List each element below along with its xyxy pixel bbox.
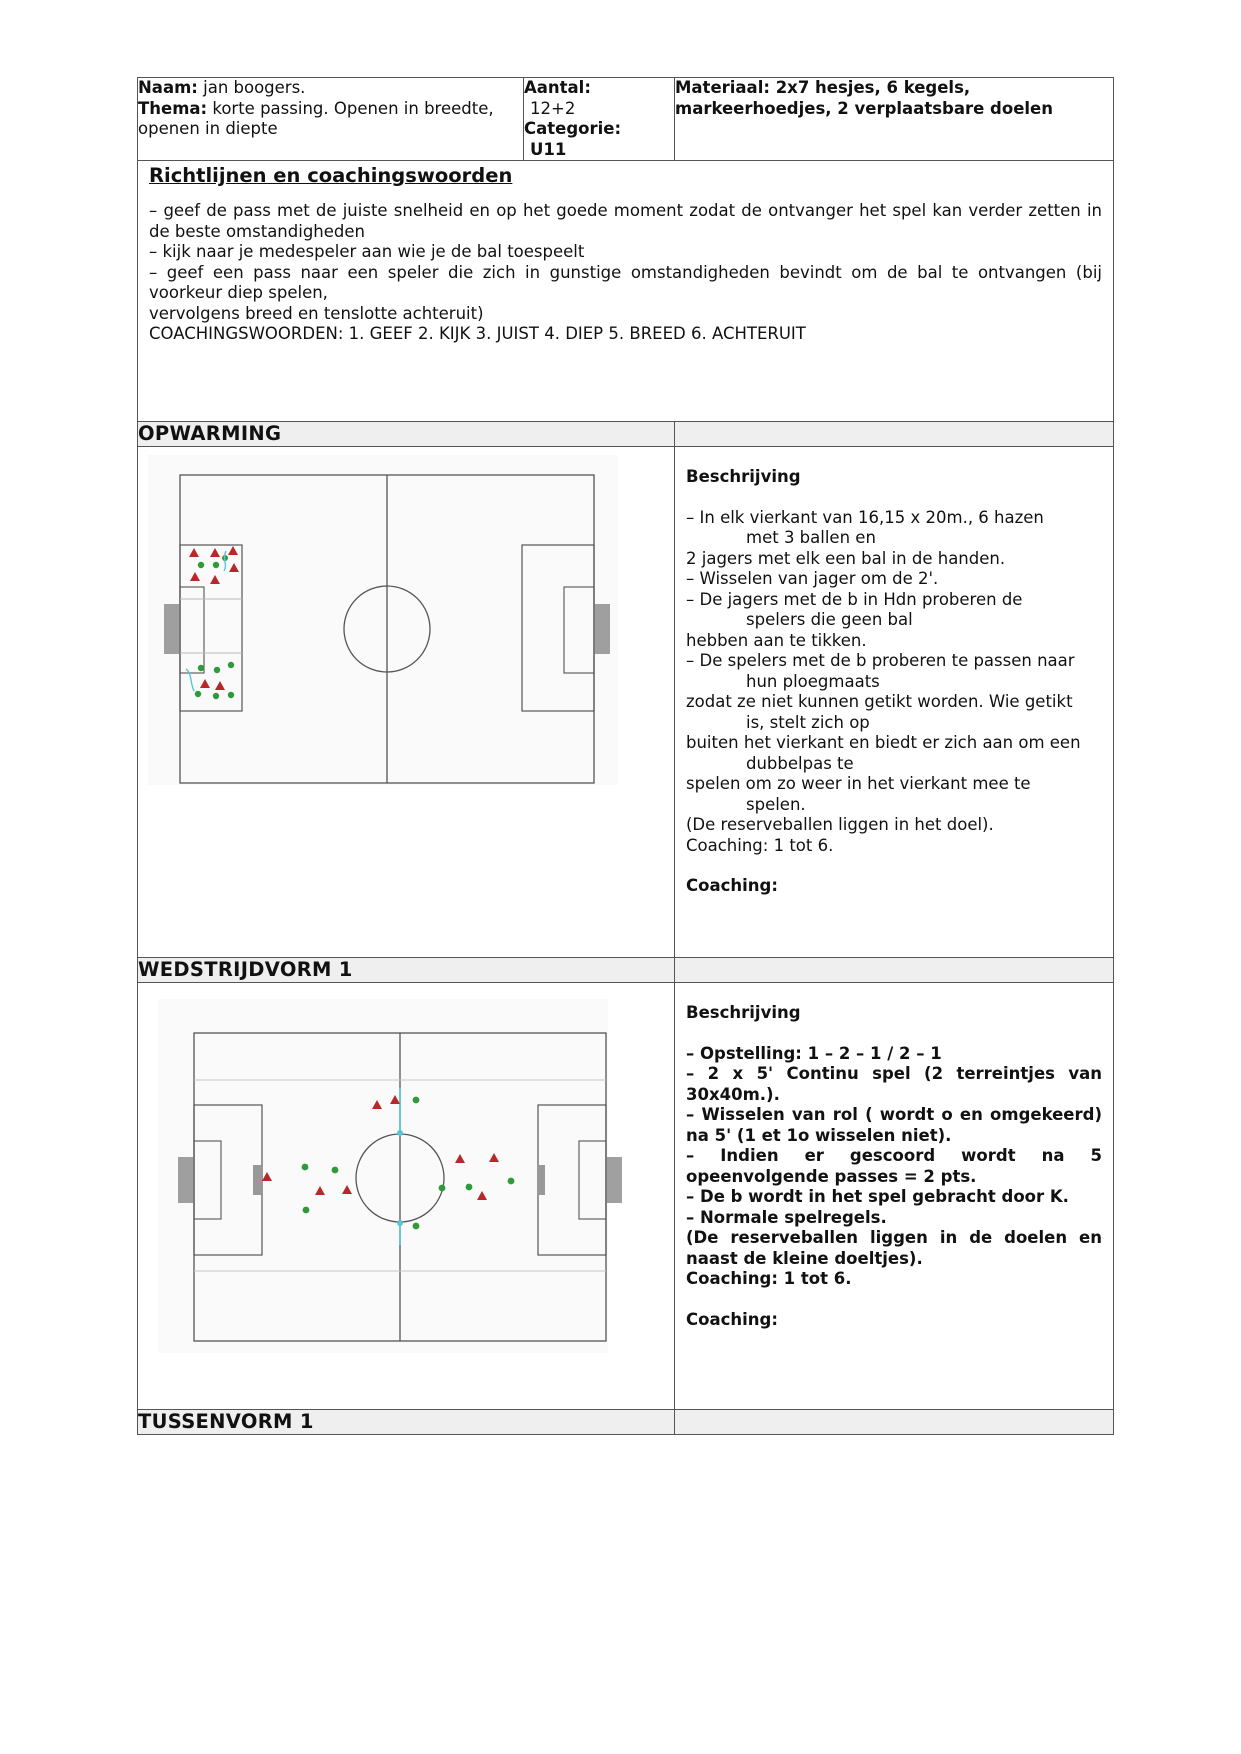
player-dot xyxy=(228,692,234,698)
player-dot xyxy=(228,662,234,668)
guideline-line: – geef de pass met de juiste snelheid en op het goede moment zodat de ontvanger het spel kan verder zetten in de beste omstandigheden xyxy=(149,201,1102,241)
beschrijving-heading: Beschrijving xyxy=(686,1003,801,1022)
naam-thema-cell xyxy=(138,78,524,161)
opwarming-field-diagram xyxy=(138,447,673,957)
player-dot xyxy=(198,665,204,671)
player-dot xyxy=(303,1207,310,1214)
player-dot xyxy=(466,1184,473,1191)
player-dot xyxy=(413,1223,420,1230)
aantal-label: Aantal: xyxy=(524,78,591,97)
player-dot xyxy=(302,1164,309,1171)
guidelines-body xyxy=(138,187,1113,421)
session-sheet xyxy=(137,77,1113,1435)
thema-label: Thema: xyxy=(138,98,208,118)
guideline-line: COACHINGSWOORDEN: 1. GEEF 2. KIJK 3. JUIST 4. DIEP 5. BREED 6. ACHTERUIT xyxy=(149,324,806,343)
description-line: zodat ze niet kunnen getikt worden. Wie getikt xyxy=(686,692,1073,711)
description-line: is, stelt zich op xyxy=(746,712,870,732)
aantal-value: 12+2 xyxy=(530,98,576,118)
description-line: Coaching: 1 tot 6. xyxy=(686,1269,852,1288)
player-dot xyxy=(439,1185,446,1192)
opwarming-title-row xyxy=(138,422,1114,447)
opwarming-title-blank xyxy=(675,422,1114,447)
description-line: (De reserveballen liggen in het doel). xyxy=(686,815,994,834)
guideline-line: – geef een pass naar een speler die zich in gunstige omstandigheden bevindt om de bal te ontvangen (bij voorkeur diep spelen, xyxy=(149,262,1102,302)
beschrijving-heading: Beschrijving xyxy=(686,467,801,486)
opwarming-description-cell xyxy=(675,447,1114,958)
wedstrijdvorm-description xyxy=(675,983,1113,1330)
right-goal-net xyxy=(606,1157,622,1203)
description-line: hebben aan te tikken. xyxy=(686,630,867,650)
wedstrijdvorm-diagram-cell xyxy=(138,983,675,1410)
wedstrijdvorm-title: WEDSTRIJDVORM 1 xyxy=(138,958,675,983)
description-line: – De jagers met de b in Hdn proberen de xyxy=(686,589,1023,609)
description-line: – Indien er gescoord wordt na 5 opeenvolgende passes = 2 pts. xyxy=(686,1146,1102,1186)
guideline-line: – kijk naar je medespeler aan wie je de bal toespeelt xyxy=(149,242,585,261)
description-line: dubbelpas te xyxy=(746,753,854,773)
small-goal-right xyxy=(537,1165,545,1195)
wedstrijdvorm-content-row xyxy=(138,983,1114,1410)
guidelines-cell xyxy=(138,161,1114,422)
wedstrijdvorm-description-cell xyxy=(675,983,1114,1410)
description-line: (De reserveballen liggen in de doelen en naast de kleine doeltjes). xyxy=(686,1228,1102,1268)
categorie-label: Categorie: xyxy=(524,119,622,138)
tussenvorm-title-row xyxy=(138,1410,1114,1435)
aantal-categorie-cell xyxy=(524,78,675,161)
naam-label: Naam: xyxy=(138,78,198,97)
left-goal-net xyxy=(178,1157,194,1203)
description-line: – De b wordt in het spel gebracht door K. xyxy=(686,1187,1069,1206)
player-dot xyxy=(213,562,219,568)
player-dot xyxy=(413,1097,420,1104)
wedstrijdvorm-title-blank xyxy=(675,958,1114,983)
description-line: spelen. xyxy=(746,794,806,814)
header-row xyxy=(138,78,1114,161)
description-line: – 2 x 5' Continu spel (2 terreintjes van 30x40m.). xyxy=(686,1064,1102,1104)
description-line: – De spelers met de b proberen te passen naar xyxy=(686,651,1075,670)
opwarming-description xyxy=(675,447,1113,897)
description-line: – Normale spelregels. xyxy=(686,1207,887,1227)
small-goal-left xyxy=(253,1165,261,1195)
player-dot xyxy=(213,693,219,699)
description-line: – Wisselen van rol ( wordt o en omgekeerd) na 5' (1 et 1o wisselen niet). xyxy=(686,1105,1102,1145)
left-goal-net xyxy=(164,604,180,654)
description-line: hun ploegmaats xyxy=(746,671,880,691)
categorie-value: U11 xyxy=(530,139,567,159)
tussenvorm-title: TUSSENVORM 1 xyxy=(138,1410,675,1435)
player-dot xyxy=(195,691,201,697)
guidelines-title: Richtlijnen en coachingswoorden xyxy=(149,164,513,187)
guidelines-row xyxy=(138,161,1114,422)
description-line: buiten het vierkant en biedt er zich aan om een xyxy=(686,733,1081,752)
right-goal-net xyxy=(594,604,610,654)
opwarming-title: OPWARMING xyxy=(138,422,675,447)
tussenvorm-title-blank xyxy=(675,1410,1114,1435)
description-line: – In elk vierkant van 16,15 x 20m., 6 hazen xyxy=(686,507,1044,527)
thema-value: korte passing. Openen in breedte, openen in diepte xyxy=(138,98,494,138)
player-dot xyxy=(198,562,204,568)
player-dot xyxy=(214,667,220,673)
description-line: met 3 ballen en xyxy=(746,528,876,547)
wedstrijdvorm-field-diagram xyxy=(138,983,673,1409)
coaching-label: Coaching: xyxy=(686,876,778,895)
session-table xyxy=(137,77,1114,1435)
description-line: 2 jagers met elk een bal in de handen. xyxy=(686,548,1006,568)
ball-marker xyxy=(397,1220,403,1226)
ball-marker xyxy=(397,1130,403,1136)
materiaal-cell xyxy=(675,78,1114,161)
description-line: – Wisselen van jager om de 2'. xyxy=(686,569,939,588)
player-dot xyxy=(332,1167,339,1174)
wedstrijdvorm-title-row xyxy=(138,958,1114,983)
opwarming-diagram-cell xyxy=(138,447,675,958)
guideline-line: vervolgens breed en tenslotte achteruit) xyxy=(149,303,484,323)
description-line: spelen om zo weer in het vierkant mee te xyxy=(686,774,1031,793)
opwarming-content-row xyxy=(138,447,1114,958)
materiaal-text: Materiaal: 2x7 hesjes, 6 kegels, markeerhoedjes, 2 verplaatsbare doelen xyxy=(675,78,1053,118)
player-dot xyxy=(508,1178,515,1185)
coaching-label: Coaching: xyxy=(686,1309,778,1329)
naam-value: jan boogers. xyxy=(197,78,306,97)
description-line: Coaching: 1 tot 6. xyxy=(686,835,834,855)
diagram-background xyxy=(148,455,618,785)
description-line: spelers die geen bal xyxy=(746,610,913,629)
description-line: – Opstelling: 1 – 2 – 1 / 2 – 1 xyxy=(686,1043,942,1063)
